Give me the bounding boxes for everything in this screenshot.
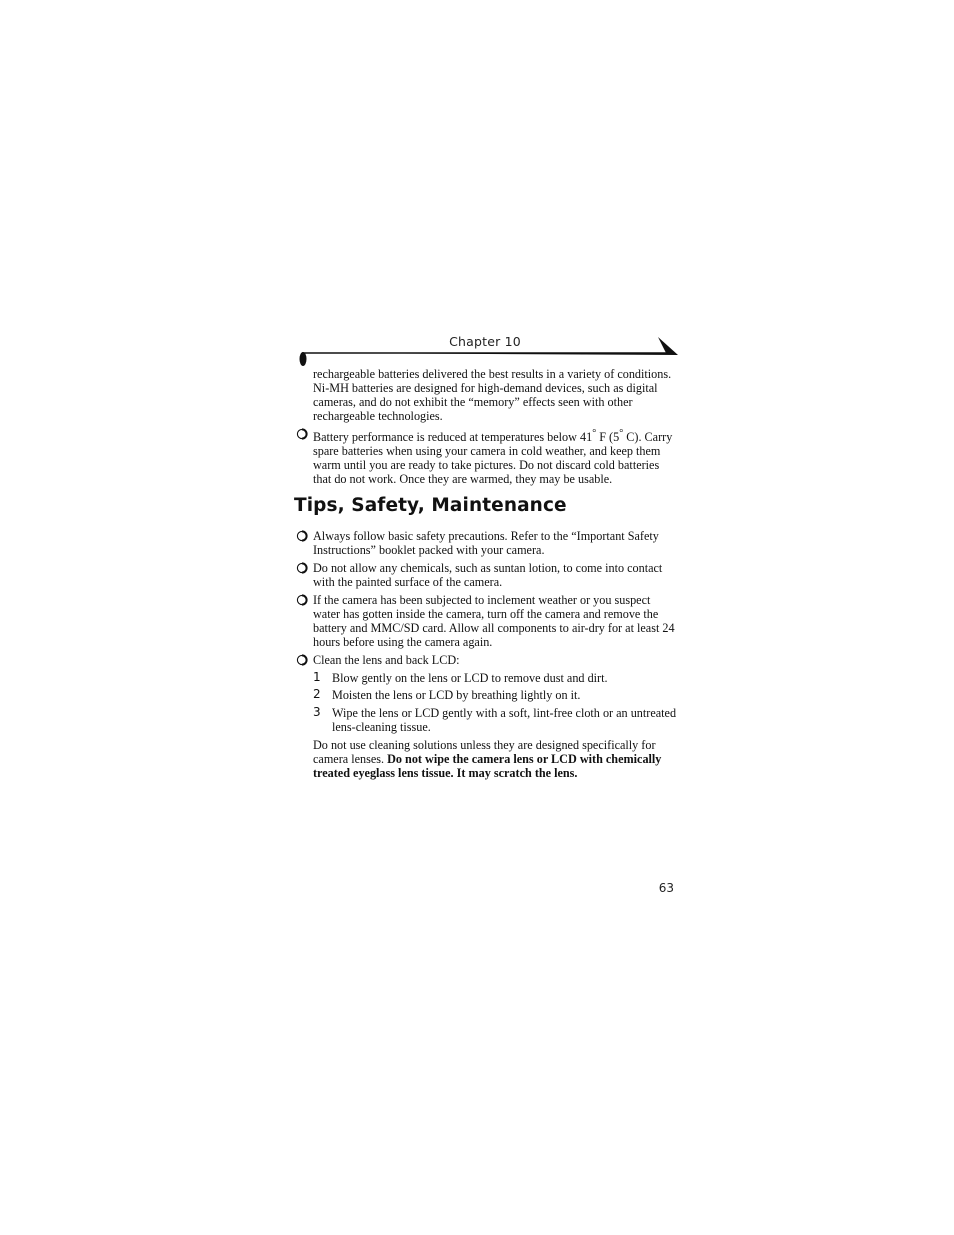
section-heading: Tips, Safety, Maintenance [294,495,567,516]
chapter-label: Chapter 10 [449,334,521,349]
continued-paragraph: rechargeable batteries delivered the best results in a variety of conditions. Ni-MH batteries are designed for high-demand devices, such as digital cameras, and do not exhibit the “memory” effects seen with other rechargeable technologies. [313,367,672,423]
tip-item: Always follow basic safety precautions. Refer to the “Important Safety Instructions” booklet packed with your camera. [313,529,659,557]
step-number: 3 [313,705,321,719]
bullet-icon [296,562,308,574]
tip-item: If the camera has been subjected to inclement weather or you suspect water has gotten inside the camera, turn off the camera and remove the battery and MMC/SD card. Allow all components to air-dry for at least 24 hours before using the camera again. [313,593,675,649]
cleaning-warning-paragraph: Do not use cleaning solutions unless they are designed specifically for camera lenses. Do not wipe the camera lens or LCD with chemically treated eyeglass lens tissue. It may scratch the lens. [313,738,662,780]
bullet-icon [296,654,308,666]
battery-temperature-paragraph: Battery performance is reduced at temperatures below 41° F (5° C). Carry spare batteries when using your camera in cold weather, and keep them warm until you are ready to take pictures. Do not discard cold batteries that do not work. Once they are warmed, they may be usable. [313,428,673,486]
bullet-icon [296,594,308,606]
tip-item: Clean the lens and back LCD: [313,653,460,667]
step-text: Blow gently on the lens or LCD to remove dust and dirt. [332,671,608,685]
bullet-icon [296,428,308,440]
bullet-icon [296,530,308,542]
step-number: 1 [313,670,321,684]
tip-item: Do not allow any chemicals, such as suntan lotion, to come into contact with the painted surface of the camera. [313,561,663,589]
page-number: 63 [658,881,674,895]
step-text: Moisten the lens or LCD by breathing lightly on it. [332,688,581,702]
step-text: Wipe the lens or LCD gently with a soft, lint-free cloth or an untreated lens-cleaning tissue. [332,706,677,734]
step-number: 2 [313,687,321,701]
cleaning-warning-bold: Do not wipe the camera lens or LCD with chemically treated eyeglass lens tissue. It may scratch the lens. [313,752,662,780]
header-rule [296,335,680,369]
